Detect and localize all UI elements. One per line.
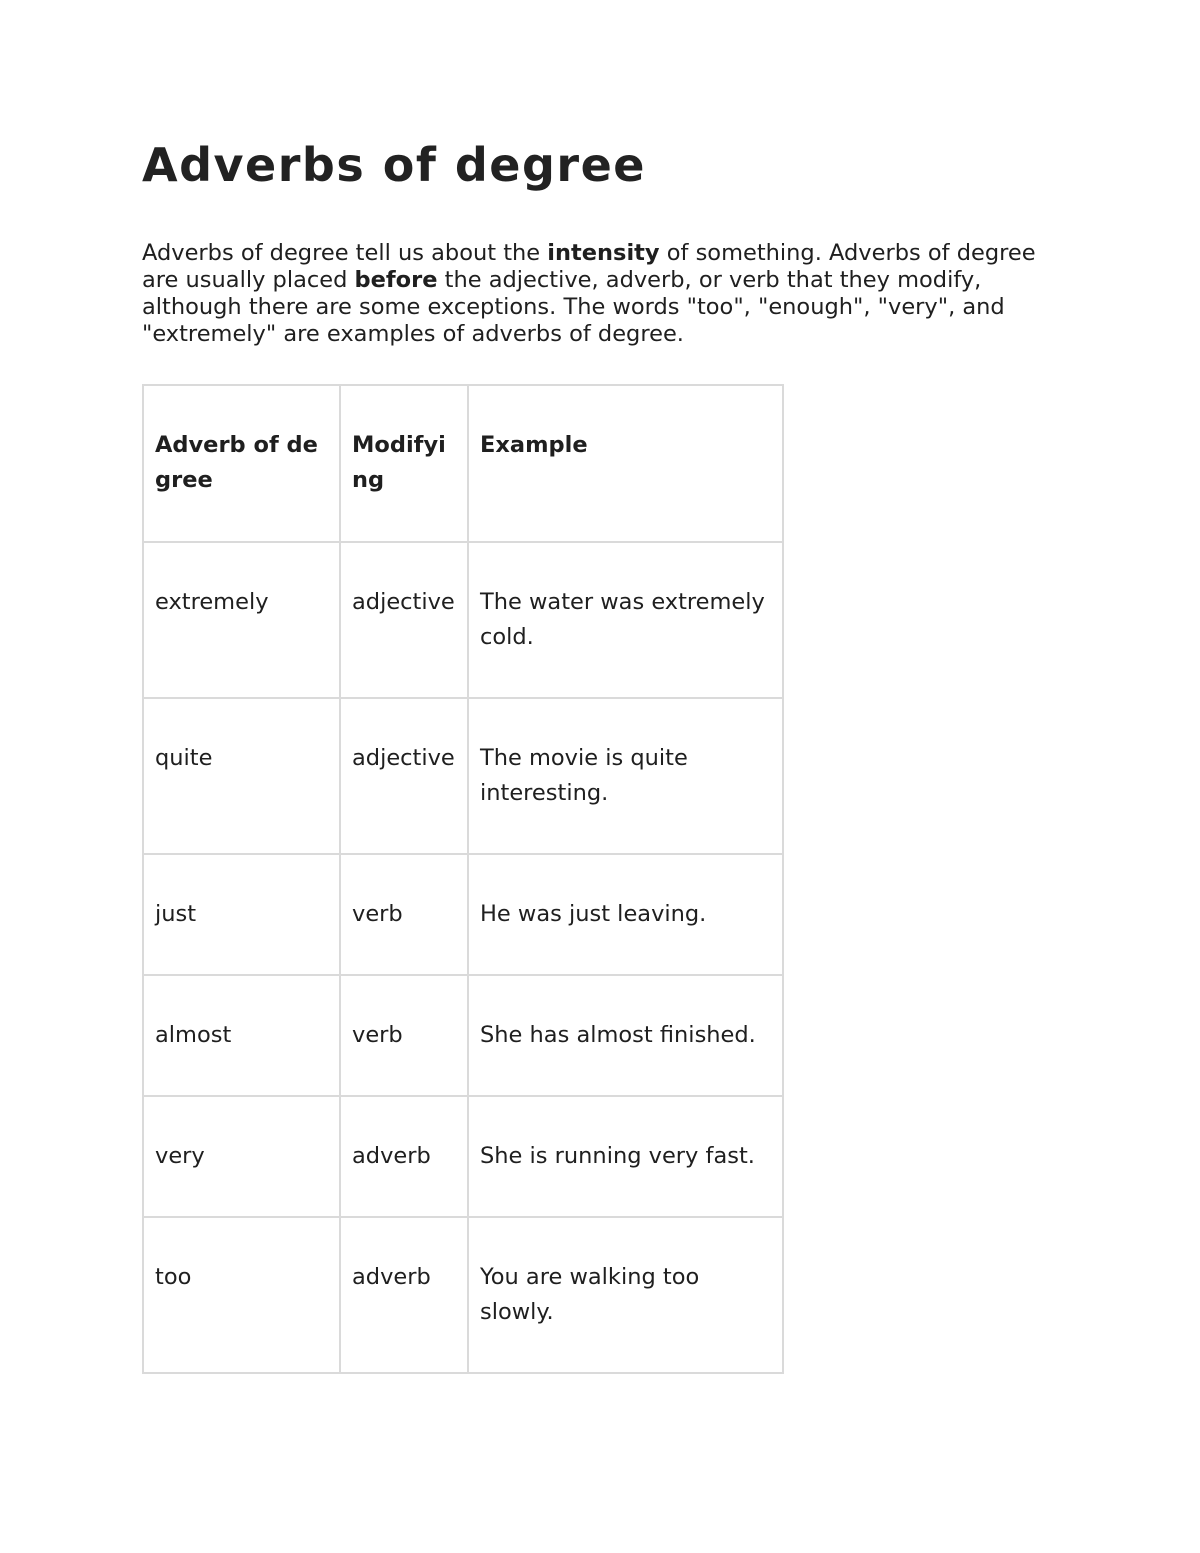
cell-modifying: adjective xyxy=(340,542,468,698)
cell-example: He was just leaving. xyxy=(468,854,783,975)
cell-adverb: too xyxy=(143,1217,340,1373)
table-row xyxy=(143,975,783,1096)
cell-modifying: adverb xyxy=(340,1096,468,1217)
table-row xyxy=(143,1217,783,1373)
cell-adverb: extremely xyxy=(143,542,340,698)
intro-text: the adjective, adverb, or verb that they modify, although there are some exceptions. The words "too", "enough", "very", and "extremely" are examples of adverbs of degree. xyxy=(142,267,1005,347)
table-header-row xyxy=(143,385,783,542)
cell-modifying: verb xyxy=(340,975,468,1096)
table-row xyxy=(143,542,783,698)
table-row xyxy=(143,1096,783,1217)
intro-paragraph xyxy=(142,240,1042,348)
cell-adverb: very xyxy=(143,1096,340,1217)
cell-example: The movie is quite interesting. xyxy=(468,698,783,854)
header-example: Example xyxy=(468,385,783,542)
adverbs-table xyxy=(142,384,784,1374)
intro-emphasis-intensity: intensity xyxy=(547,240,660,266)
cell-example: She has almost finished. xyxy=(468,975,783,1096)
cell-adverb: almost xyxy=(143,975,340,1096)
cell-example: The water was extremely cold. xyxy=(468,542,783,698)
cell-adverb: quite xyxy=(143,698,340,854)
table-row xyxy=(143,698,783,854)
cell-adverb: just xyxy=(143,854,340,975)
intro-text: of something. Adverbs of degree are usually placed xyxy=(142,240,1036,293)
header-adverb-of-degree: Adverb of degree xyxy=(143,385,340,542)
page-title: Adverbs of degree xyxy=(142,138,646,192)
intro-text: Adverbs of degree tell us about the xyxy=(142,240,548,266)
table-row xyxy=(143,854,783,975)
cell-modifying: verb xyxy=(340,854,468,975)
cell-modifying: adjective xyxy=(340,698,468,854)
cell-example: You are walking too slowly. xyxy=(468,1217,783,1373)
cell-modifying: adverb xyxy=(340,1217,468,1373)
intro-emphasis-before: before xyxy=(354,267,438,293)
cell-example: She is running very fast. xyxy=(468,1096,783,1217)
header-modifying: Modifying xyxy=(340,385,468,542)
